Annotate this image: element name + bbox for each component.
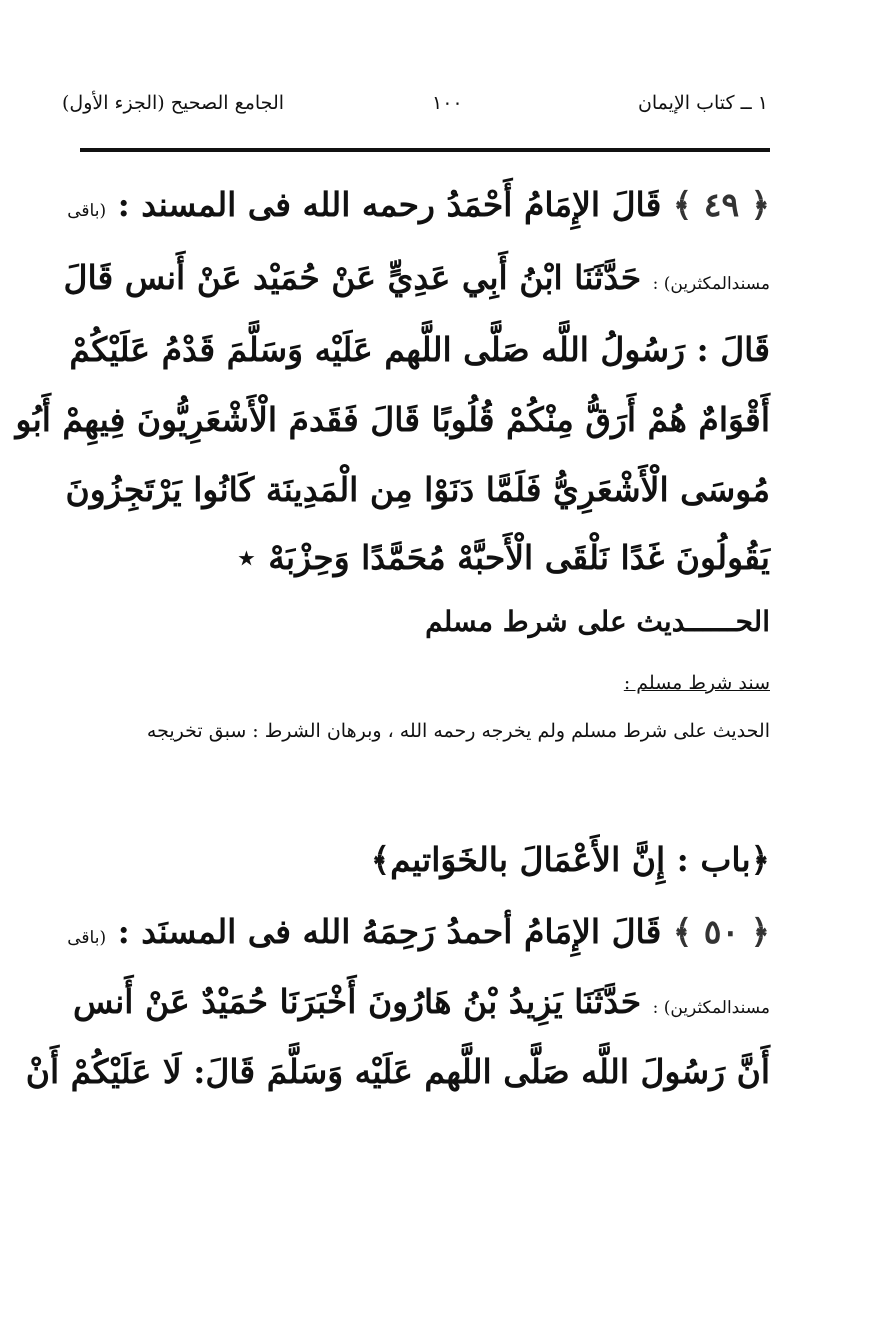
hadith-50-source-a: (باقى xyxy=(67,928,107,948)
hadith-50-line-2: أَنَّ رَسُولَ اللَّه صَلَّى اللَّهم عَلَيْه وَسَلَّمَ قَالَ: لَا عَلَيْكُمْ أَنْ xyxy=(25,1052,770,1091)
header-rule xyxy=(80,148,770,152)
running-head xyxy=(62,92,768,128)
hadith-49-chain-heading xyxy=(60,672,770,694)
running-head-book: ١ ــ كتاب الإيمان xyxy=(637,92,768,114)
hadith-49-opening-line xyxy=(60,185,770,225)
hadith-50-text: حَدَّثَنَا يَزِيدُ بْنُ هَارُونَ أَخْبَرَنَا حُمَيْدٌ عَنْ أَنس xyxy=(73,982,642,1021)
hadith-49-line-1 xyxy=(60,258,770,298)
hadith-49-intro: قَالَ الإِمَامُ أَحْمَدُ رحمه الله فى المسند : xyxy=(117,185,662,224)
hadith-50-intro: قَالَ الإِمَامُ أحمدُ رَحِمَهُ الله فى المسنَد : xyxy=(117,912,662,951)
hadith-49-text: حَدَّثَنَا ابْنُ أَبِي عَدِيٍّ عَنْ حُمَيْد عَنْ أَنس قَالَ xyxy=(63,258,642,297)
hadith-49-grade: الحــــــديث على شرط مسلم xyxy=(425,605,770,638)
hadith-49-line-4: مُوسَى الْأَشْعَرِيُّ فَلَمَّا دَنَوْا مِن الْمَدِينَة كَانُوا يَرْتَجِزُونَ xyxy=(65,470,770,509)
running-head-title: الجامع الصحيح (الجزء الأول) xyxy=(62,92,285,114)
hadith-49-source-a: (باقى xyxy=(67,201,107,221)
hadith-49-number: ﴿ ٤٩ ﴾ xyxy=(672,185,770,224)
hadith-49-source-b: مسندالمكثرين) : xyxy=(652,274,770,294)
hadith-49-line-2: قَالَ : رَسُولُ اللَّه صَلَّى اللَّهم عَلَيْه وَسَلَّمَ قَدْمُ عَلَيْكُمْ xyxy=(69,330,770,369)
page-number: ١٠٠ xyxy=(432,92,463,114)
chapter-heading: ﴿باب : إِنَّ الأَعْمَالَ بالخَوَاتيم﴾ xyxy=(370,840,770,879)
hadith-50-source-b: مسندالمكثرين) : xyxy=(652,998,770,1018)
hadith-49-line-5: يَقُولُونَ غَدًا نَلْقَى الْأَحبَّهْ مُحَمَّدًا وَحِزْبَهْ ⋆ xyxy=(236,538,770,577)
hadith-50-number: ﴿ ٥٠ ﴾ xyxy=(672,912,770,951)
hadith-50-opening-line xyxy=(60,912,770,952)
hadith-49-chain-note: الحديث على شرط مسلم ولم يخرجه رحمه الله ، وبرهان الشرط : سبق تخريجه xyxy=(146,720,770,742)
chain-heading-text: سند شرط مسلم : xyxy=(623,672,770,694)
hadith-49-line-3: أَقْوَامٌ هُمْ أَرَقُّ مِنْكُمْ قُلُوبًا قَالَ فَقَدمَ الْأَشْعَرِيُّونَ فِيهِمْ أَبُو xyxy=(15,400,770,439)
hadith-50-line-1 xyxy=(60,982,770,1022)
